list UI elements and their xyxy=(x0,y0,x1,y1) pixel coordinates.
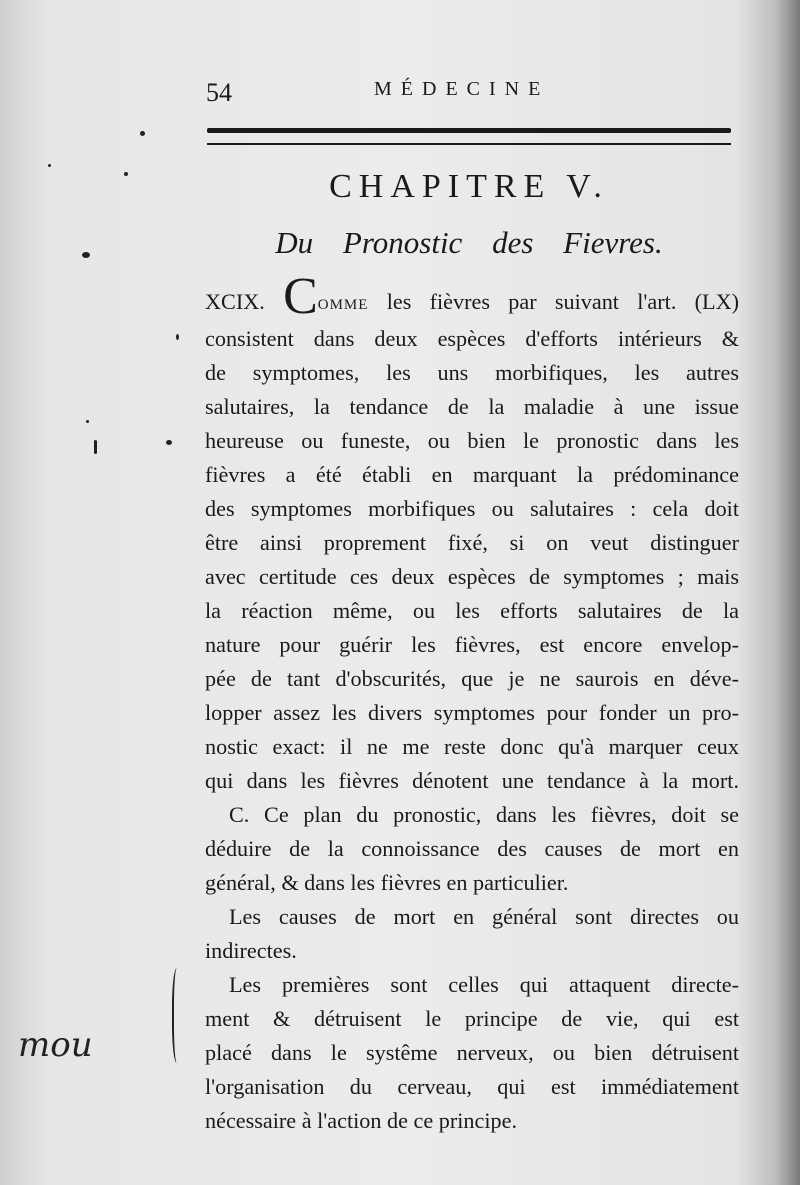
text-line: avec certitude ces deux espèces de symptomes ; mais xyxy=(205,564,739,589)
text-line: Les causes de mort en général sont directes ou xyxy=(229,904,739,929)
text-line: C. Ce plan du pronostic, dans les fièvres, doit se xyxy=(229,802,739,827)
chapter-title: CHAPITRE V. xyxy=(329,168,609,205)
text-line xyxy=(205,268,739,325)
header-rule-thin xyxy=(207,143,731,145)
small-caps: OMME xyxy=(317,297,369,313)
text-line: nostic exact: il ne me reste donc qu'à marquer ceux xyxy=(205,734,739,759)
text-line: qui dans les fièvres dénotent une tendance à la mort. xyxy=(205,768,739,793)
text-line: indirectes. xyxy=(205,938,297,963)
text-segment: les fièvres par suivant l'art. (LX) xyxy=(368,289,739,314)
ink-speck xyxy=(166,440,172,445)
text-line: nature pour guérir les fièvres, est encore envelop- xyxy=(205,632,739,657)
ink-speck xyxy=(124,172,128,176)
text-line: pée de tant d'obscurités, que je ne saurois en déve- xyxy=(205,666,739,691)
text-line: heureuse ou funeste, ou bien le pronostic dans les xyxy=(205,428,739,453)
body-text xyxy=(205,268,741,1138)
page-number: 54 xyxy=(206,78,232,107)
chapter-subtitle: Du Pronostic des Fievres. xyxy=(275,225,663,260)
running-head: MÉDECINE xyxy=(374,78,550,100)
text-line: lopper assez les divers symptomes pour fonder un pro- xyxy=(205,700,739,725)
ink-speck xyxy=(140,131,145,136)
text-line: être ainsi proprement fixé, si on veut distinguer xyxy=(205,530,739,555)
ink-speck xyxy=(82,252,90,258)
section-number: XCIX. xyxy=(205,289,265,314)
text-line: déduire de la connoissance des causes de mort en xyxy=(205,836,739,861)
ink-speck xyxy=(94,440,97,454)
paragraph-causes xyxy=(205,900,741,968)
text-line: ment & détruisent le principe de vie, qui est xyxy=(205,1006,739,1031)
text-line: la réaction même, ou les efforts salutaires de la xyxy=(205,598,739,623)
text-line: salutaires, la tendance de la maladie à une issue xyxy=(205,394,739,419)
paragraph-premieres xyxy=(205,968,741,1138)
paragraph-c xyxy=(205,798,741,900)
ink-speck xyxy=(48,164,51,167)
ink-speck xyxy=(86,420,89,423)
text-line: consistent dans deux espèces d'efforts intérieurs & xyxy=(205,326,739,351)
header-rule-thick xyxy=(207,128,731,133)
text-line: des symptomes morbifiques ou salutaires : cela doit xyxy=(205,496,739,521)
paragraph-xcix xyxy=(205,268,741,798)
text-line: placé dans le systême nerveux, ou bien détruisent xyxy=(205,1040,739,1065)
text-line: nécessaire à l'action de ce principe. xyxy=(205,1108,517,1133)
page-header xyxy=(206,78,736,108)
handwritten-margin-note: mou xyxy=(18,1025,93,1065)
drop-cap: C xyxy=(283,268,318,325)
text-line: l'organisation du cerveau, qui est immédiatement xyxy=(205,1074,739,1099)
margin-bracket xyxy=(172,968,184,1063)
text-line: de symptomes, les uns morbifiques, les autres xyxy=(205,360,739,385)
ink-speck xyxy=(176,334,179,340)
text-line: fièvres a été établi en marquant la prédominance xyxy=(205,462,739,487)
text-line: Les premières sont celles qui attaquent directe- xyxy=(229,972,739,997)
text-line: général, & dans les fièvres en particulier. xyxy=(205,870,569,895)
